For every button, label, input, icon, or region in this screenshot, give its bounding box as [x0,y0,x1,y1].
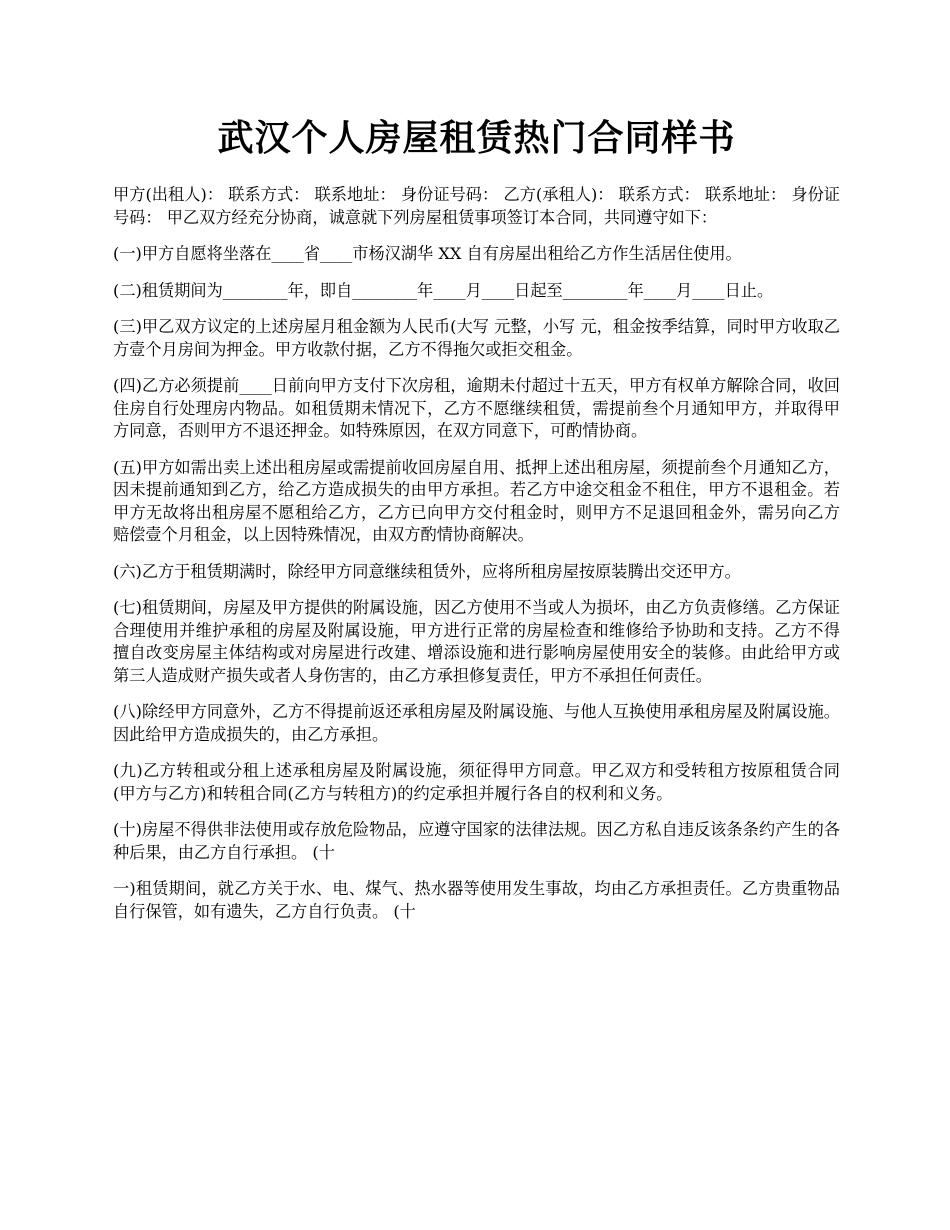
contract-parties-intro: 甲方(出租人)： 联系方式： 联系地址： 身份证号码： 乙方(承租人)： 联系方式： 联系地址： 身份证号码： 甲乙双方经充分协商，诚意就下列房屋租赁事项签订本合同，共同遵守如下： [113,185,840,227]
clause-5: (五)甲方如需出卖上述出租房屋或需提前收回房屋自用、抵押上述出租房屋，须提前叁个月通知乙方，因未提前通知到乙方，给乙方造成损失的由甲方承担。若乙方中途交租金不租住，甲方不退租金。若甲方无故将出租房屋不愿租给乙方，乙方已向甲方交付租金时，则甲方不足退回租金外，需另向乙方赔偿壹个月租金，以上因特殊情况，由双方酌情协商解决。 [113,457,840,544]
clause-9: (九)乙方转租或分租上述承租房屋及附属设施，须征得甲方同意。甲乙双方和受转租方按原租赁合同(甲方与乙方)和转租合同(乙方与转租方)的约定承担并履行各自的权利和义务。 [113,761,840,803]
document-title: 武汉个人房屋租赁热门合同样书 [217,117,736,159]
clause-3: (三)甲乙双方议定的上述房屋月租金额为人民币(大写 元整，小写 元，租金按季结算，同时甲方收取乙方壹个月房间为押金。甲方收款付据，乙方不得拖欠或拒交租金。 [113,317,840,359]
clause-4: (四)乙方必须提前____日前向甲方支付下次房租，逾期未付超过十五天，甲方有权单方解除合同，收回住房自行处理房内物品。如租赁期未情况下，乙方不愿继续租赁，需提前叁个月通知甲方，并取得甲方同意，否则甲方不退还押金。如特殊原因，在双方同意下，可酌情协商。 [113,376,840,440]
clause-7: (七)租赁期间，房屋及甲方提供的附属设施，因乙方使用不当或人为损坏，由乙方负责修缮。乙方保证合理使用并维护承租的房屋及附属设施，甲方进行正常的房屋检查和维修给予协助和支持。乙方不得擅自改变房屋主体结构或对房屋进行改建、增添设施和进行影响房屋使用安全的装修。由此给甲方或第三人造成财产损失或者人身伤害的，由乙方承担修复责任，甲方不承担任何责任。 [113,598,840,685]
clause-8: (八)除经甲方同意外，乙方不得提前返还承租房屋及附属设施、与他人互换使用承租房屋及附属设施。因此给甲方造成损失的，由乙方承担。 [113,702,840,744]
clause-10: (十)房屋不得供非法使用或存放危险物品，应遵守国家的法律法规。因乙方私自违反该条条约产生的各种后果，由乙方自行承担。 (十 [113,820,840,862]
clause-11: 一)租赁期间，就乙方关于水、电、煤气、热水器等使用发生事故，均由乙方承担责任。乙方贵重物品自行保管，如有遗失，乙方自行负责。 (十 [113,879,840,921]
clause-1: (一)甲方自愿将坐落在____省____市杨汉湖华 XX 自有房屋出租给乙方作生活居住使用。 [113,244,742,263]
document-page [113,0,840,923]
clause-2: (二)租赁期间为________年，即自________年____月____日起至________年____月____日止。 [113,280,774,300]
clause-6: (六)乙方于租赁期满时，除经甲方同意继续租赁外，应将所租房屋按原装腾出交还甲方。 [113,561,741,581]
